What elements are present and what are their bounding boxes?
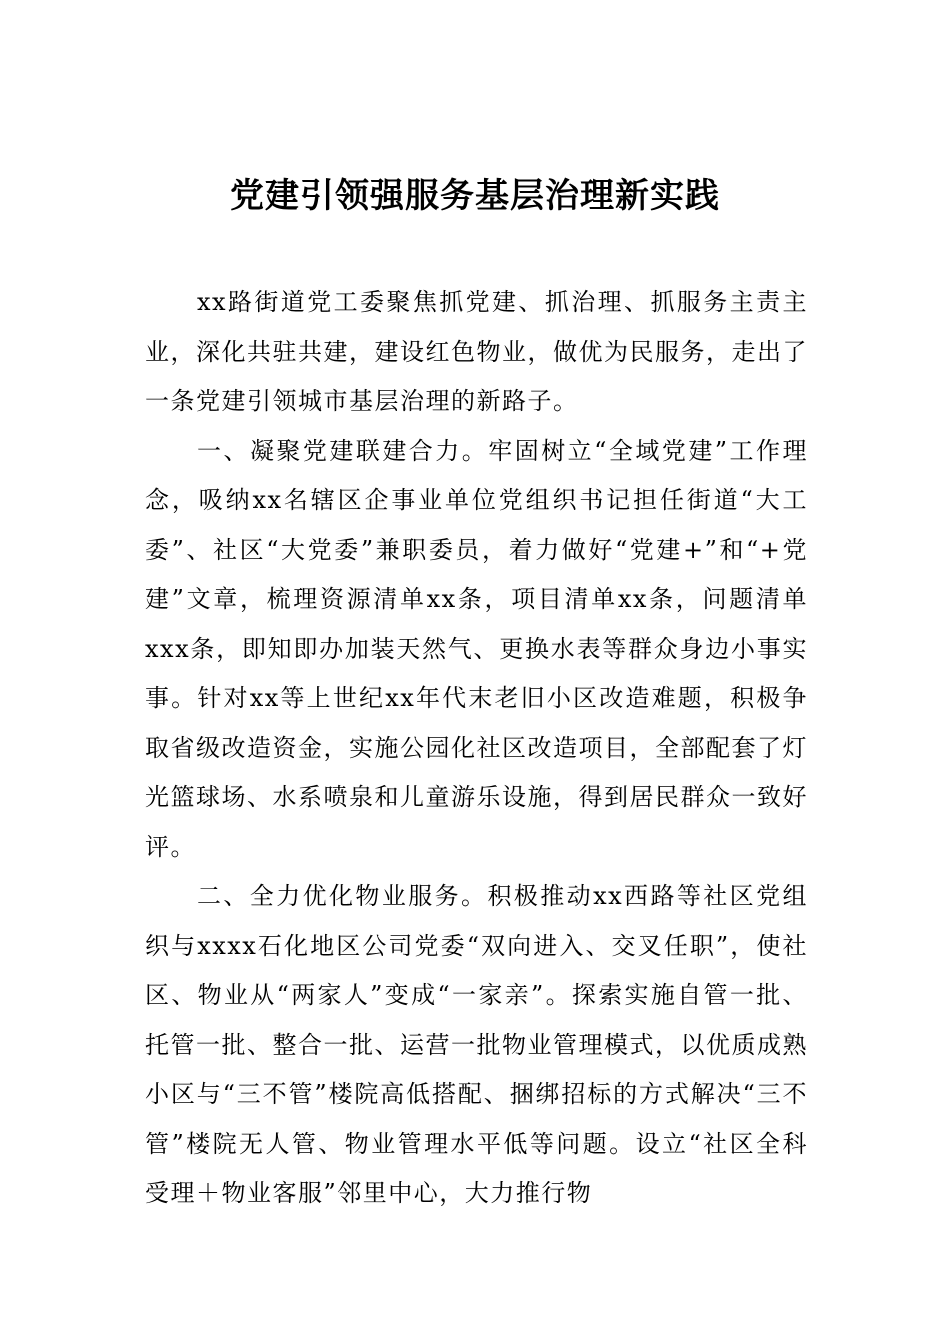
document-body [145,278,808,1219]
document-title: 党建引领强服务基层治理新实践 [230,176,720,216]
section-two-paragraph: 二、全力优化物业服务。积极推动xx西路等社区党组织与xxxx石化地区公司党委“双向进入、交叉任职”，使社区、物业从“两家人”变成“一家亲”。探索实施自管一批、托管一批、整合一批、运营一批物业管理模式，以优质成熟小区与“三不管”楼院高低搭配、捆绑招标的方式解决“三不管”楼院无人管、物业管理水平低等问题。设立“社区全科受理＋物业客服”邻里中心，大力推行物 [145,882,808,1207]
intro-paragraph: xx路街道党工委聚焦抓党建、抓治理、抓服务主责主业，深化共驻共建，建设红色物业，做优为民服务，走出了一条党建引领城市基层治理的新路子。 [145,288,808,415]
section-one-paragraph: 一、凝聚党建联建合力。牢固树立“全域党建”工作理念，吸纳xx名辖区企事业单位党组织书记担任街道“大工委”、社区“大党委”兼职委员，着力做好“党建+”和“+党建”文章，梳理资源清单xx条，项目清单xx条，问题清单xxx条，即知即办加装天然气、更换水表等群众身边小事实事。针对xx等上世纪xx年代末老旧小区改造难题，积极争取省级改造资金，实施公园化社区改造项目，全部配套了灯光篮球场、水系喷泉和儿童游乐设施，得到居民群众一致好评。 [145,436,808,861]
